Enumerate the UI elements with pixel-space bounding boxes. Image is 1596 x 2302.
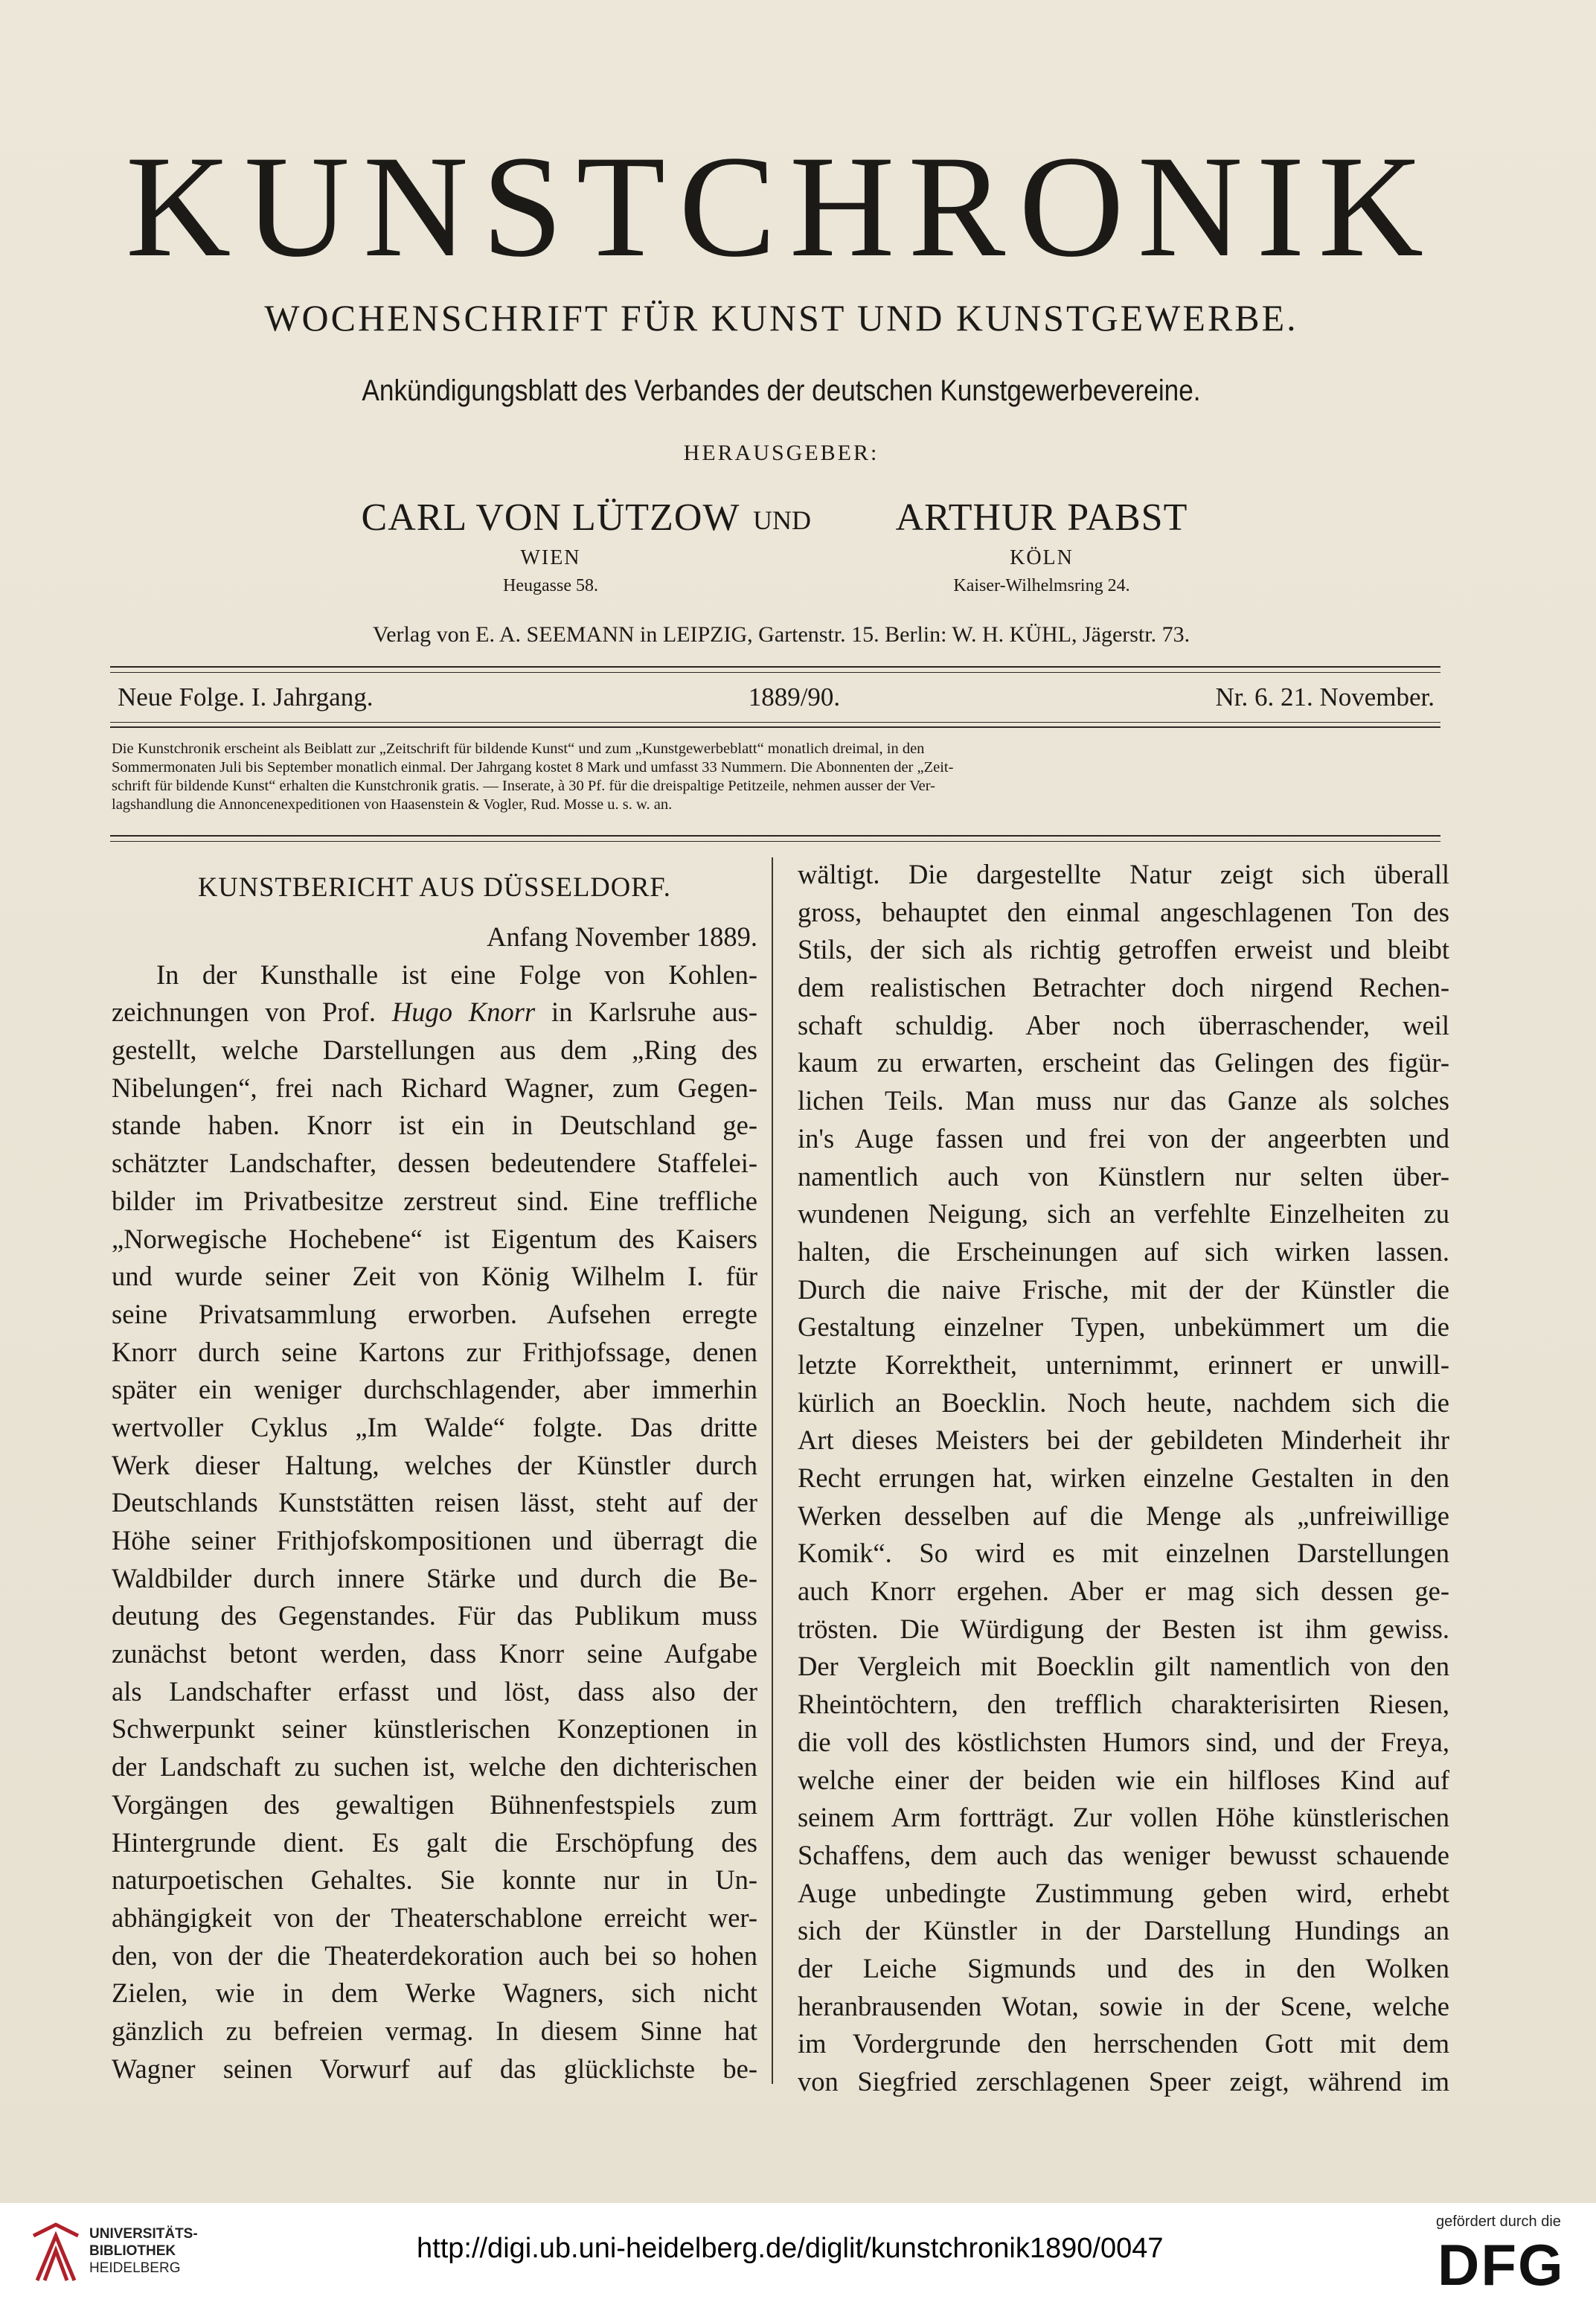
article-line: heranbrausenden Wotan, sowie in der Scene, welche bbox=[798, 1990, 1449, 2021]
article-line: kürlich an Boecklin. Noch heute, nachdem sich die bbox=[798, 1387, 1449, 1418]
rule-bottom-1 bbox=[110, 835, 1440, 837]
article-line: in's Auge fassen und frei von der angeerbten und bbox=[798, 1122, 1449, 1154]
masthead-title: KUNSTCHRONIK bbox=[125, 126, 1438, 287]
funding-label: gefördert durch die bbox=[1436, 2213, 1561, 2230]
article-line: Waldbilder durch innere Stärke und durch die Be- bbox=[112, 1562, 757, 1593]
editor-2-address: Kaiser-Wilhelmsring 24. bbox=[953, 576, 1130, 595]
article-line: Durch die naive Frische, mit der der Künstler die bbox=[798, 1273, 1449, 1305]
article-line: Gestaltung einzelner Typen, unbekümmert um die bbox=[798, 1311, 1449, 1343]
article-line: welche einer der beiden wie ein hilfloses Kind auf bbox=[798, 1764, 1449, 1795]
editor-1-name: CARL VON LÜTZOW bbox=[361, 496, 740, 539]
library-line-3: HEIDELBERG bbox=[89, 2260, 181, 2276]
article-line: wältigt. Die dargestellte Natur zeigt sich überall bbox=[798, 859, 1449, 889]
article-line: bilder im Privatbesitze zerstreut sind. Eine treffliche bbox=[112, 1185, 757, 1216]
rule-top-1 bbox=[110, 666, 1440, 668]
article-line: Zielen, wie in dem Werke Wagners, sich nicht bbox=[112, 1978, 757, 2009]
article-line: den, von der die Theaterdekoration auch bei so hohen bbox=[112, 1940, 757, 1971]
notice-line: schrift für bildende Kunst“ erhalten die Kunstchronik gratis. — Inserate, à 30 Pf. für die dreispaltige Petitzeile, nehmen ausser der Ver- bbox=[112, 778, 935, 794]
article-line: seinem Arm fortträgt. Zur vollen Höhe künstlerischen bbox=[798, 1802, 1449, 1833]
editor-1 bbox=[350, 496, 751, 596]
artist-name: Hugo Knorr bbox=[391, 997, 536, 1028]
library-line-2: BIBLIOTHEK bbox=[89, 2243, 176, 2259]
article-line: letzte Korrektheit, unternimmt, erinnert er unwill- bbox=[798, 1349, 1449, 1380]
editor-2-name: ARTHUR PABST bbox=[895, 496, 1188, 539]
editors-label: HERAUSGEBER: bbox=[683, 441, 879, 465]
issue-number: Nr. 6. 21. November. bbox=[1215, 682, 1435, 712]
rule-bottom-2 bbox=[110, 841, 1440, 842]
article-line: abhängigkeit von der Theaterschablone erreicht wer- bbox=[112, 1902, 757, 1933]
article-column-right bbox=[798, 856, 1449, 2101]
article-line: Werk dieser Haltung, welches der Künstler durch bbox=[112, 1449, 757, 1480]
article-line: gross, behauptet den einmal angeschlagenen Ton des bbox=[798, 896, 1449, 927]
issue-series: Neue Folge. I. Jahrgang. bbox=[118, 682, 374, 712]
article-line: Knorr durch seine Kartons zur Frithjofssage, denen bbox=[112, 1336, 757, 1367]
article-line: trösten. Die Würdigung der Besten ist ihm gewiss. bbox=[798, 1613, 1449, 1644]
rule-mid-2 bbox=[110, 726, 1440, 728]
article-line: auch Knorr ergehen. Aber er mag sich dessen ge- bbox=[798, 1576, 1449, 1607]
article-line: Stils, der sich als richtig getroffen erweist und bleibt bbox=[798, 934, 1449, 965]
rule-mid-1 bbox=[110, 722, 1440, 723]
article-line: Art dieses Meisters bei der gebildeten Minderheit ihr bbox=[798, 1425, 1449, 1456]
editor-2 bbox=[863, 496, 1220, 596]
article-line: als Landschafter erfasst und löst, dass also der bbox=[112, 1675, 757, 1707]
article-dateline: Anfang November 1889. bbox=[487, 921, 757, 952]
article-line: Wagner seinen Vorwurf auf das glücklichste be- bbox=[112, 2053, 757, 2084]
article-line: der Leiche Sigmunds und des in den Wolken bbox=[798, 1952, 1449, 1983]
article-line: In der Kunsthalle ist eine Folge von Kohlen- bbox=[156, 959, 757, 990]
article-line: Deutschlands Kunststätten reisen lässt, steht auf der bbox=[112, 1487, 757, 1518]
article-line: wundenen Neigung, sich an verfehlte Einzelheiten zu bbox=[798, 1198, 1449, 1230]
editor-2-city: KÖLN bbox=[1010, 546, 1074, 569]
article-line: gestellt, welche Darstellungen aus dem „Ring des bbox=[112, 1035, 757, 1066]
article-line: kaum zu erwarten, erscheint das Gelingen des figür- bbox=[798, 1047, 1449, 1078]
article-line: stande haben. Knorr ist ein in Deutschland ge- bbox=[112, 1110, 757, 1141]
notice-line: lagshandlung die Annoncenexpeditionen von Haasenstein & Vogler, Rud. Mosse u. s. w. an. bbox=[112, 796, 673, 813]
dfg-logo: DFG bbox=[1438, 2232, 1565, 2298]
article-line: später ein weniger durchschlagender, aber immerhin bbox=[112, 1374, 757, 1405]
article-line: Der Vergleich mit Boecklin gilt namentlich von den bbox=[798, 1651, 1449, 1682]
article-line: Vorgängen des gewaltigen Bühnenfestspiels zum bbox=[112, 1788, 757, 1820]
article-line: von Siegfried zerschlagenen Speer zeigt, während im bbox=[798, 2066, 1449, 2097]
article-line: wertvoller Cyklus „Im Walde“ folgte. Das dritte bbox=[112, 1411, 757, 1442]
article-line: Hintergrunde dient. Es galt die Erschöpfung des bbox=[112, 1826, 757, 1858]
notice-line: Die Kunstchronik erscheint als Beiblatt zur „Zeitschrift für bildende Kunst“ und zum „Kunstgewerbeblatt“ monatlich dreimal, in den bbox=[112, 741, 925, 757]
article-line: die voll des köstlichsten Humors sind, und der Freya, bbox=[798, 1726, 1449, 1757]
issue-year: 1889/90. bbox=[748, 682, 841, 712]
article-line: dem realistischen Betrachter doch nirgend Rechen- bbox=[798, 972, 1449, 1003]
article-line: Schaffens, dem auch das weniger bewusst schauende bbox=[798, 1839, 1449, 1870]
article-line: zunächst betont werden, dass Knorr seine Aufgabe bbox=[112, 1638, 757, 1669]
library-line-1: UNIVERSITÄTS- bbox=[89, 2226, 198, 2242]
article-line: Nibelungen“, frei nach Richard Wagner, zum Gegen- bbox=[112, 1072, 757, 1103]
issue-info bbox=[118, 682, 1435, 712]
article-line: und wurde seiner Zeit von König Wilhelm I. für bbox=[112, 1261, 757, 1292]
article-line: Auge unbedingte Zustimmung geben wird, erhebt bbox=[798, 1877, 1449, 1908]
notice-line: Sommermonaten Juli bis September monatlich einmal. Der Jahrgang kostet 8 Mark und umfasst 33 Nummern. Die Abonnenten der „Zeit- bbox=[112, 759, 954, 776]
rule-top-2 bbox=[110, 672, 1440, 673]
article-title: KUNSTBERICHT AUS DÜSSELDORF. bbox=[198, 872, 671, 902]
viewer-footer bbox=[0, 2203, 1596, 2302]
article-line: der Landschaft zu suchen ist, welche den dichterischen bbox=[112, 1751, 757, 1783]
article-line: namentlich auch von Künstlern nur selten über- bbox=[798, 1160, 1449, 1192]
column-divider bbox=[772, 857, 773, 2084]
article-line: halten, die Erscheinungen auf sich wirken lassen. bbox=[798, 1235, 1449, 1267]
article-line: Rheintöchtern, den trefflich charakterisirten Riesen, bbox=[798, 1689, 1449, 1720]
article-line: Komik“. So wird es mit einzelnen Darstellungen bbox=[798, 1538, 1449, 1569]
article-line: schätzter Landschafter, dessen bedeutendere Staffelei- bbox=[112, 1148, 757, 1179]
article-column-left bbox=[112, 856, 757, 2088]
article-line: naturpoetischen Gehaltes. Sie konnte nur in Un- bbox=[112, 1864, 757, 1896]
article-line: Schwerpunkt seiner künstlerischen Konzeptionen in bbox=[112, 1713, 757, 1745]
article-line: Werken desselben auf die Menge als „unfreiwillige bbox=[798, 1500, 1449, 1531]
article-line: schaft schuldig. Aber noch überraschender, weil bbox=[798, 1009, 1449, 1040]
article-line: Recht errungen hat, wirken einzelne Gestalten in den bbox=[798, 1462, 1449, 1493]
article-line: Höhe seiner Frithjofskompositionen und überragt die bbox=[112, 1525, 757, 1556]
article-line: „Norwegische Hochebene“ ist Eigentum des Kaisers bbox=[112, 1223, 757, 1254]
library-name bbox=[89, 2225, 198, 2277]
article-line: seine Privatsammlung erworben. Aufsehen erregte bbox=[112, 1298, 757, 1329]
article-line: sich der Künstler in der Darstellung Hundings an bbox=[798, 1915, 1449, 1946]
permalink-url[interactable]: http://digi.ub.uni-heidelberg.de/diglit/kunstchronik1890/0047 bbox=[417, 2233, 1164, 2264]
article-line: lichen Teils. Man muss nur das Ganze als solches bbox=[798, 1085, 1449, 1116]
university-library-logo-icon bbox=[30, 2221, 82, 2284]
masthead-subtitle: WOCHENSCHRIFT FÜR KUNST UND KUNSTGEWERBE. bbox=[264, 297, 1298, 339]
article-line: im Vordergrunde den herrschenden Gott mit dem bbox=[798, 2028, 1449, 2059]
editor-1-address: Heugasse 58. bbox=[503, 576, 598, 595]
editor-1-city: WIEN bbox=[520, 546, 581, 569]
publisher-line: Verlag von E. A. SEEMANN in LEIPZIG, Gartenstr. 15. Berlin: W. H. KÜHL, Jägerstr. 73. bbox=[372, 622, 1190, 647]
subscription-notice bbox=[112, 740, 1440, 814]
article-line: gänzlich zu befreien vermag. In diesem Sinne hat bbox=[112, 2015, 757, 2046]
article-line: zeichnungen von Prof. Hugo Knorr in Karlsruhe aus- bbox=[112, 997, 757, 1028]
article-line: deutung des Gegenstandes. Für das Publikum muss bbox=[112, 1600, 757, 1631]
editors-conjunction: UND bbox=[753, 505, 811, 535]
announcement-line: Ankündigungsblatt des Verbandes der deutschen Kunstgewerbevereine. bbox=[362, 374, 1201, 407]
